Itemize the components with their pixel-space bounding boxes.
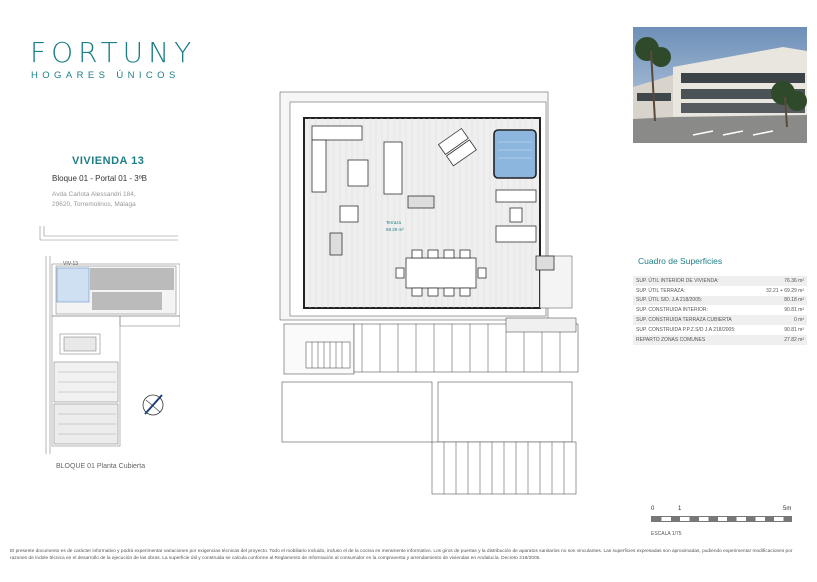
table-row <box>633 305 807 315</box>
coffee-table <box>348 160 368 186</box>
grill <box>408 196 434 208</box>
surfaces-title: Cuadro de Superficies <box>638 256 723 266</box>
surface-label: SUP. CONSTRUIDA P.P.Z.S/D J.A 218/2005: <box>636 326 736 333</box>
scale-bar <box>651 516 792 522</box>
lounger-right <box>496 226 536 242</box>
lounger-left <box>384 142 402 194</box>
unit-title: VIVIENDA 13 <box>72 155 145 167</box>
scale-marks <box>651 506 796 514</box>
surface-label: SUP. ÚTIL INTERIOR DE VIVIENDA: <box>633 276 756 286</box>
unit-block: Bloque 01 - Portal 01 - 3ºB <box>52 174 147 183</box>
sofa-side <box>312 140 326 192</box>
location-plan-caption: BLOQUE 01 Planta Cubierta <box>56 463 146 470</box>
unit-highlight <box>57 268 89 302</box>
address-line-2: 29620, Torremolinos, Málaga <box>52 200 136 208</box>
brand-tagline: HOGARES ÚNICOS <box>31 70 180 81</box>
surface-value: 90.81 m² <box>784 307 804 314</box>
surface-value: 80.18 m² <box>756 296 807 306</box>
location-plan <box>30 222 180 458</box>
scale-mark-5: 5m <box>783 506 792 512</box>
legal-disclaimer: El presente documento es de carácter informativo y podrá experimentar variaciones por exigencias técnicas del proyecto. Todo el mobiliario incluido, incluso el de la cocina es meramente informativo. Los giros de puertas y la distribución de aparatos sanitarios no son vinculantes. Las superficies expresadas son aproximadas, pudiendo experimentar modificaciones por razones de índole técnica en el desarrollo de la ejecución de las obras. La superficie útil y construida se calcula conforme al Reglamento de Información al consumidor en la compraventa y arrendamiento de viviendas en Andalucía. Decreto 218/2005. <box>10 549 793 561</box>
surface-value: 90.81 m² <box>784 326 804 333</box>
surface-label: SUP. CONSTRUIDA INTERIOR: <box>636 307 708 314</box>
unit-address <box>52 190 136 209</box>
dining-table <box>406 258 476 288</box>
surface-label: SUP. ÚTIL TERRAZA: <box>636 287 686 294</box>
scale-label: ESCALA 1/75 <box>651 531 682 537</box>
scale-mark-1: 1 <box>678 506 682 512</box>
table-row <box>633 276 807 286</box>
floor-plan <box>278 86 580 498</box>
room-area: 69.29 m² <box>386 227 404 232</box>
surface-label: SUP. CONSTRUIDA TERRAZA CUBIERTA <box>633 315 756 325</box>
jacuzzi <box>494 130 536 178</box>
address-line-1: Avda Carlota Alessandri 184, <box>52 191 136 198</box>
surface-value: 0 m² <box>756 315 807 325</box>
sofa-back <box>312 126 362 140</box>
scale-mark-0: 0 <box>651 506 655 512</box>
room-name: Terraza <box>386 220 402 225</box>
table-row <box>633 325 807 335</box>
table-row <box>633 296 807 306</box>
building-render <box>633 27 807 143</box>
table-row <box>633 315 807 325</box>
table-row <box>633 335 807 345</box>
surface-value: 76.36 m² <box>756 276 807 286</box>
surface-value: 32.21 + 69.29 m² <box>766 287 804 294</box>
surface-label: SUP. ÚTIL S/D. J.A 218/2005: <box>633 296 756 306</box>
storage-box <box>330 233 342 255</box>
surface-value: 27.82 m² <box>756 335 807 345</box>
north-arrow-icon <box>143 395 163 415</box>
surfaces-table <box>633 276 807 345</box>
surface-label: REPARTO ZONAS COMUNES <box>633 335 756 345</box>
table-row <box>633 286 807 296</box>
bench-right <box>496 190 536 202</box>
unit-tag: VIV-13 <box>63 261 79 267</box>
side-table <box>340 206 358 222</box>
brand-logo: FORTUNY <box>30 36 197 69</box>
